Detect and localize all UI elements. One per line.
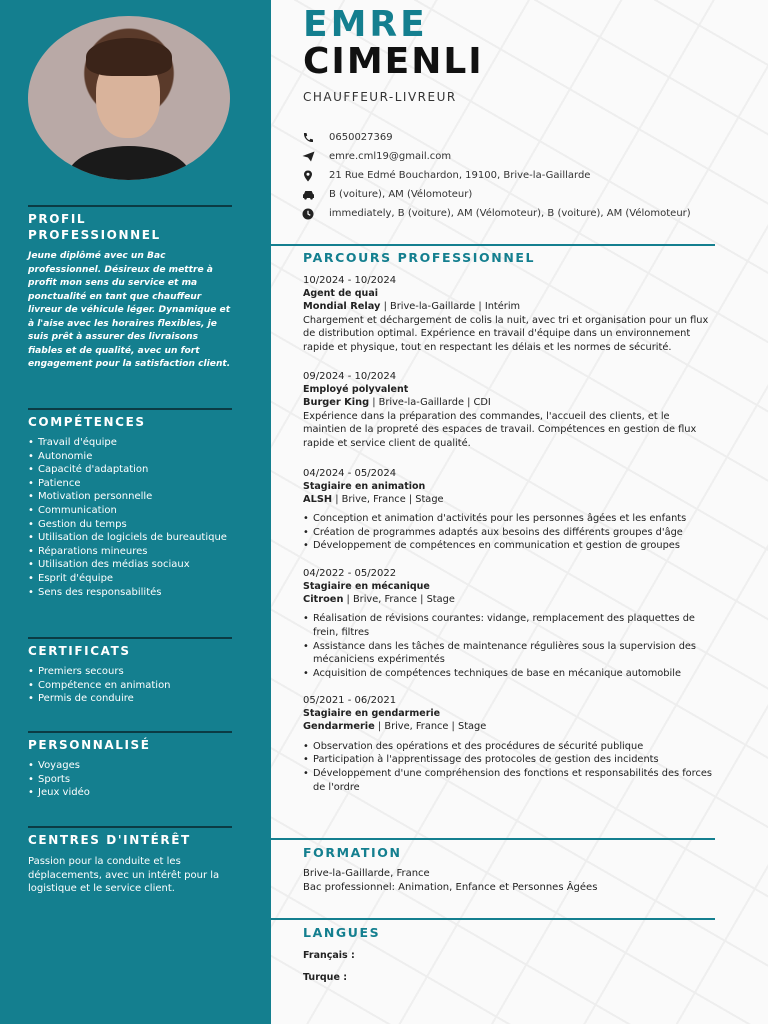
list-item: • Développement de compétences en communication et gestion de groupes: [303, 539, 715, 553]
job-description: Expérience dans la préparation des commandes, l'accueil des clients, et le maintien de la propreté des espaces de travail. Compétences en gestion de flux rapide et service client de qualité.: [303, 410, 697, 449]
interets-text: Passion pour la conduite et les déplacements, avec un intérêt pour la logistique et le service client.: [28, 856, 220, 895]
list-item: • Sports: [28, 773, 232, 787]
main-content: [271, 0, 768, 1024]
divider: [271, 838, 715, 840]
job-company-line: [303, 493, 715, 507]
email-text[interactable]: emre.cml19@gmail.com: [329, 151, 452, 162]
job-bullet-list: [303, 512, 715, 553]
address-text: 21 Rue Edmé Bouchardon, 19100, Brive-la-Gaillarde: [329, 170, 591, 181]
job-company: ALSH: [303, 493, 333, 505]
language-item: [303, 949, 715, 962]
profile-photo: [28, 16, 230, 180]
personnalise-list: [28, 759, 232, 800]
interets-section: [28, 826, 232, 896]
list-item: • Premiers secours: [28, 665, 232, 679]
job-role: Stagiaire en mécanique: [303, 580, 430, 592]
formation-section: [303, 845, 715, 894]
divider: [271, 918, 715, 920]
langues-section: [303, 925, 715, 984]
job-entry: [303, 274, 715, 354]
last-name: CIMENLI: [303, 41, 484, 82]
competences-list: [28, 436, 232, 599]
job-company-line: [303, 396, 715, 410]
list-item: • Jeux vidéo: [28, 786, 232, 800]
divider: [28, 637, 232, 639]
list-item: • Capacité d'adaptation: [28, 463, 232, 477]
availability-text: immediately, B (voiture), AM (Vélomoteur), B (voiture), AM (Vélomoteur): [329, 208, 691, 219]
job-company-line: [303, 720, 715, 734]
certificats-list: [28, 665, 232, 706]
divider: [271, 244, 715, 246]
job-role: Stagiaire en gendarmerie: [303, 708, 441, 720]
parcours-section: [303, 250, 715, 794]
competences-title: COMPÉTENCES: [28, 415, 146, 429]
job-company: Citroen: [303, 593, 344, 605]
sidebar: [0, 0, 271, 1024]
job-role: Employé polyvalent: [303, 384, 409, 396]
certificats-section: [28, 637, 232, 706]
divider: [28, 731, 232, 733]
job-bullet-list: [303, 612, 715, 680]
formation-location: Brive-la-Gaillarde, France: [303, 868, 430, 879]
location-pin-icon: [301, 170, 315, 182]
list-item: • Motivation personnelle: [28, 490, 232, 504]
phone-icon: [301, 132, 315, 144]
competences-section: [28, 408, 232, 599]
list-item: • Patience: [28, 477, 232, 491]
divider: [28, 826, 232, 828]
contact-license: [301, 185, 741, 204]
job-company: Burger King: [303, 397, 370, 409]
list-item: • Sens des responsabilités: [28, 586, 232, 600]
certificats-title: CERTIFICATS: [28, 644, 131, 658]
personnalise-title: PERSONNALISÉ: [28, 738, 151, 752]
list-item: • Gestion du temps: [28, 518, 232, 532]
list-item: • Réparations mineures: [28, 545, 232, 559]
clock-icon: [301, 208, 315, 220]
job-entry: [303, 370, 715, 450]
first-name: EMRE: [303, 4, 428, 45]
list-item: • Permis de conduire: [28, 692, 232, 706]
profil-title-1: PROFIL: [28, 212, 87, 226]
parcours-title: PARCOURS PROFESSIONNEL: [303, 250, 536, 265]
formation-degree: Bac professionnel: Animation, Enfance et Personnes Âgées: [303, 881, 598, 893]
list-item: • Communication: [28, 504, 232, 518]
contact-email: [301, 147, 741, 166]
job-date: 05/2021 - 06/2021: [303, 695, 397, 707]
divider: [28, 408, 232, 410]
list-item: • Observation des opérations et des procédures de sécurité publique: [303, 740, 715, 754]
list-item: • Esprit d'équipe: [28, 572, 232, 586]
list-item: • Création de programmes adaptés aux besoins des différents groupes d'âge: [303, 526, 715, 540]
send-icon: [301, 151, 315, 163]
contact-address: [301, 166, 741, 185]
list-item: • Acquisition de compétences techniques de base en mécanique automobile: [303, 667, 715, 681]
list-item: • Réalisation de révisions courantes: vidange, remplacement des plaquettes de frein, filtres: [303, 612, 715, 639]
job-role: Agent de quai: [303, 288, 378, 299]
job-description: Chargement et déchargement de colis la nuit, avec tri et organisation pour un flux de distribution optimal. Expérience en travail d'équipe dans un environnement rapide et physique, tout en respectant les délais et les normes de sécurité.: [303, 314, 709, 353]
job-date: 09/2024 - 10/2024: [303, 371, 397, 383]
job-entry: [303, 694, 715, 794]
profil-text: Jeune diplômé avec un Bac professionnel. Désireux de mettre à profit mon sens du service et ma ponctualité en tant que chauffeur livreur de véhicule léger. Dynamique et à l'aise avec les horaires flexibles, je suis prêt à assurer des livraisons fiables et de qualité, avec un fort engagement pour la satisfaction client.: [28, 251, 231, 369]
job-company: Mondial Relay: [303, 301, 381, 312]
job-entry: [303, 567, 715, 680]
list-item: • Travail d'équipe: [28, 436, 232, 450]
job-company: Gendarmerie: [303, 721, 375, 733]
list-item: • Conception et animation d'activités pour les personnes âgées et les enfants: [303, 512, 715, 526]
job-details: | Brive, France | Stage: [343, 593, 455, 605]
contact-list: [301, 128, 741, 223]
car-icon: [301, 189, 315, 201]
job-date: 04/2024 - 05/2024: [303, 467, 397, 479]
formation-title: FORMATION: [303, 845, 402, 860]
langues-title: LANGUES: [303, 925, 381, 940]
language-name: Turque :: [303, 972, 347, 983]
list-item: • Participation à l'apprentissage des protocoles de gestion des incidents: [303, 753, 715, 767]
divider: [28, 205, 232, 207]
interets-title: CENTRES D'INTÉRÊT: [28, 833, 191, 847]
job-title: CHAUFFEUR-LIVREUR: [303, 90, 457, 104]
list-item: • Utilisation des médias sociaux: [28, 558, 232, 572]
contact-availability: [301, 204, 741, 223]
job-company-line: [303, 593, 715, 607]
photo-hair-shape: [86, 38, 172, 76]
profil-title-2: PROFESSIONNEL: [28, 228, 161, 242]
job-company-line: [303, 300, 715, 314]
job-date: 10/2024 - 10/2024: [303, 275, 397, 286]
personnalise-section: [28, 731, 232, 800]
license-text: B (voiture), AM (Vélomoteur): [329, 189, 473, 200]
language-item: [303, 971, 715, 984]
job-details: | Brive, France | Stage: [374, 721, 487, 733]
job-details: | Brive, France | Stage: [332, 493, 444, 505]
list-item: • Développement d'une compréhension des fonctions et responsabilités des forces de l'ordre: [303, 767, 715, 794]
list-item: • Voyages: [28, 759, 232, 773]
list-item: • Assistance dans les tâches de maintenance régulières sous la supervision des mécaniciens expérimentés: [303, 640, 715, 667]
job-details: | Brive-la-Gaillarde | CDI: [369, 397, 491, 409]
job-entry: [303, 467, 715, 553]
profil-section: [28, 205, 232, 372]
language-name: Français :: [303, 950, 355, 961]
job-details: | Brive-la-Gaillarde | Intérim: [380, 301, 521, 312]
list-item: • Utilisation de logiciels de bureautique: [28, 531, 232, 545]
job-bullet-list: [303, 740, 715, 794]
contact-phone: [301, 128, 741, 147]
job-role: Stagiaire en animation: [303, 480, 426, 492]
list-item: • Compétence en animation: [28, 679, 232, 693]
phone-text[interactable]: 0650027369: [329, 132, 393, 143]
photo-shirt-shape: [68, 146, 190, 180]
job-date: 04/2022 - 05/2022: [303, 567, 397, 579]
list-item: • Autonomie: [28, 450, 232, 464]
